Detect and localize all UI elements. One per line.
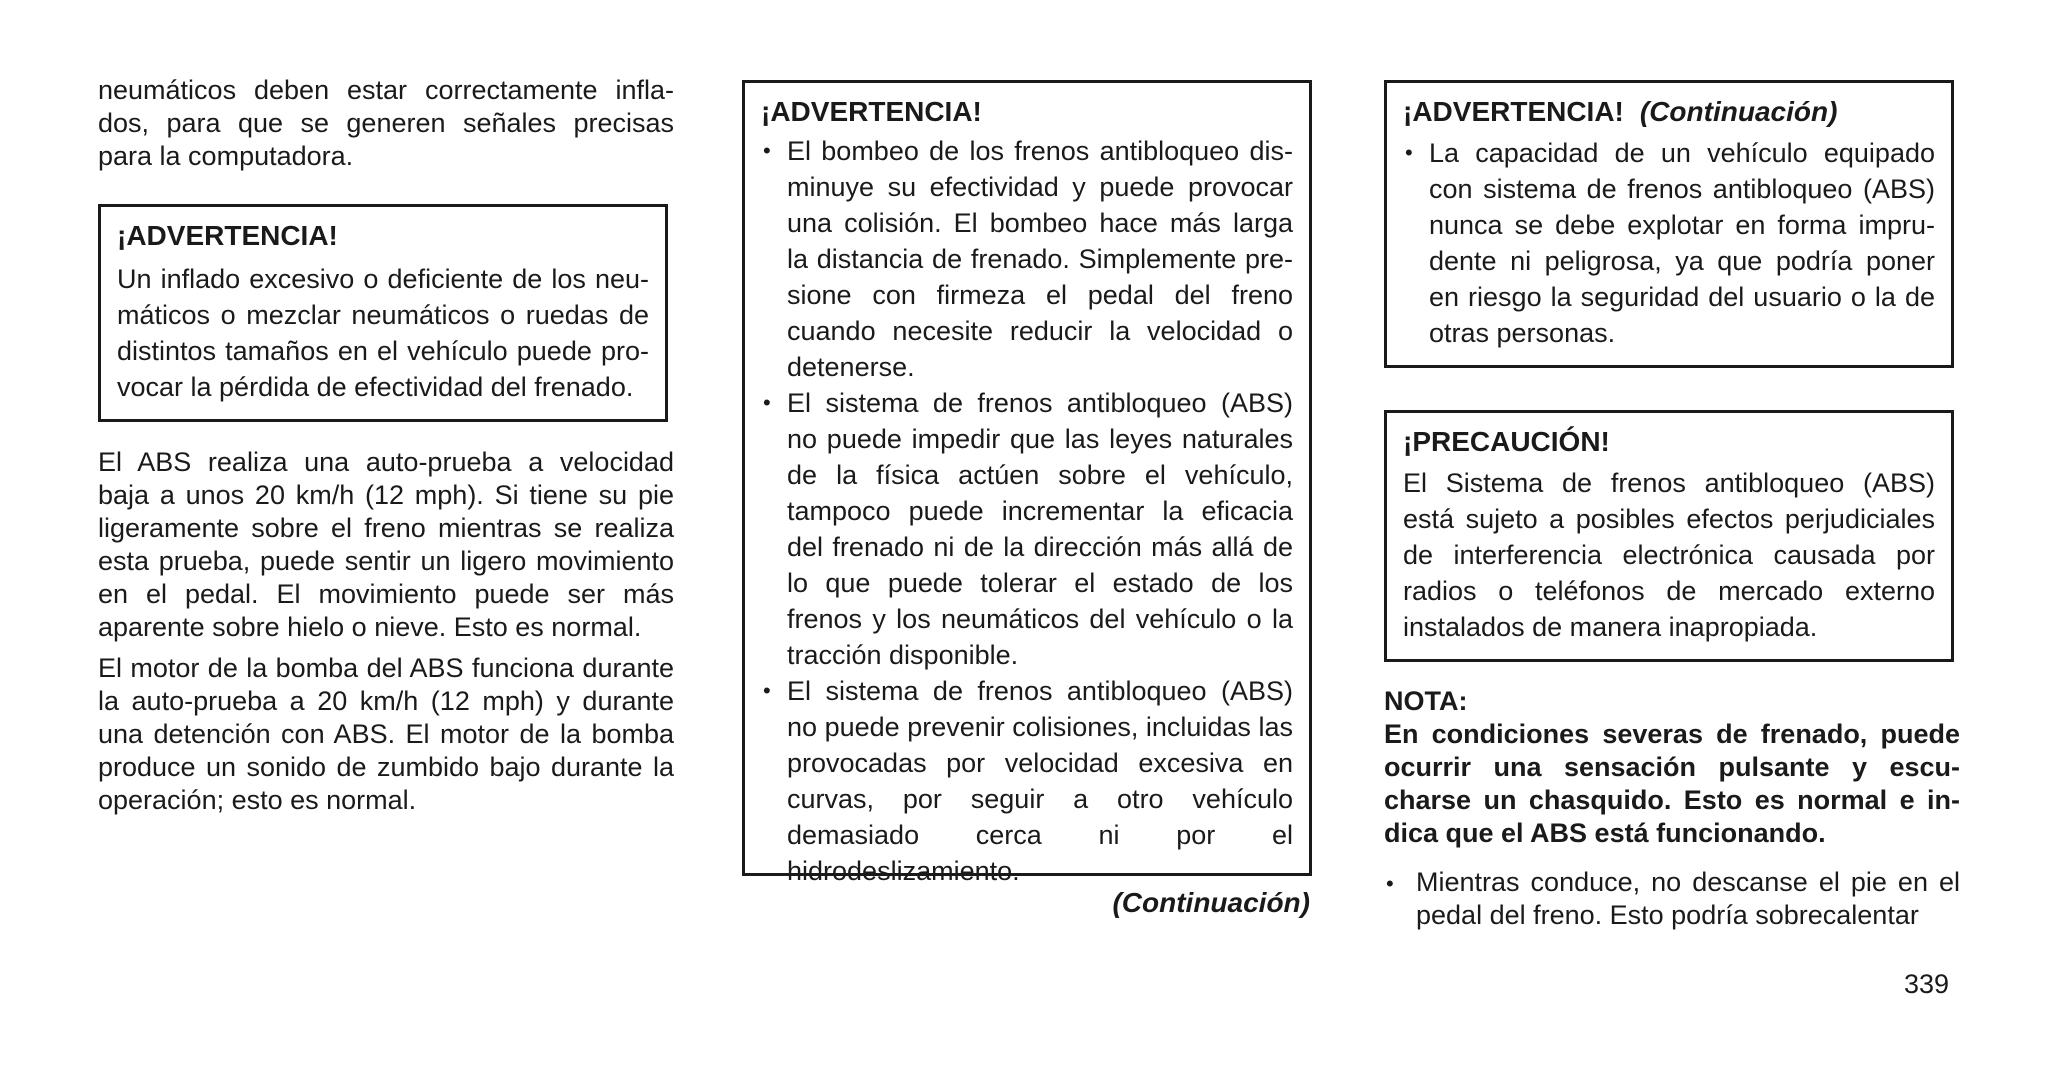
bullet-dot-icon: • — [763, 678, 771, 703]
warning-title: ¡ADVERTENCIA! — [117, 220, 338, 251]
warning-box-tire-inflation — [98, 204, 668, 422]
caution-title: ¡PRECAUCIÓN! — [1403, 426, 1610, 457]
warning-box-abs-pumping — [742, 80, 1312, 886]
warning-bullet-item — [761, 133, 1293, 385]
warning-bullet-list — [1403, 135, 1935, 351]
bullet-text: La capacidad de un vehículo equipado con sistema de frenos antibloqueo (ABS) nunca se debe explotar en forma imprudente ni peligrosa, ya que podría poner en riesgo la seguridad del usuario o la de otras personas. — [1429, 138, 1935, 348]
bullet-dot-icon: • — [1386, 871, 1394, 896]
warning-title: ¡ADVERTENCIA! — [1403, 96, 1624, 127]
continued-label: (Continuación) — [1112, 887, 1310, 918]
caution-box-interference — [1384, 410, 1954, 662]
warning-box-continued — [1384, 80, 1954, 368]
abs-pump-motor-paragraph: El motor de la bomba del ABS funciona durante la auto-prueba a 20 km/h (12 mph) y durante una detención con ABS. El motor de la bomba produce un sonido de zumbido bajo durante la operación; esto es normal. — [98, 653, 674, 815]
bullet-text: Mientras conduce, no descanse el pie en el pedal del freno. Esto podría sobrecalentar — [1416, 867, 1960, 930]
warning-title-row — [1403, 95, 1935, 129]
warning-bullet-item — [761, 673, 1293, 889]
continued-label: (Continuación) — [1639, 96, 1838, 127]
driving-tip-item — [1384, 866, 1960, 932]
bullet-dot-icon: • — [763, 390, 771, 415]
bullet-text: El bombeo de los frenos antibloqueo disminuye su efectividad y puede provocar una colisión. El bombeo hace más larga la distancia de frenado. Simplemente presione con firmeza el pedal del freno cuando necesite reducir la velocidad o detenerse. — [787, 136, 1293, 382]
caution-text: El Sistema de frenos antibloqueo (ABS) está sujeto a posibles efectos perjudiciales de interferencia electrónica causada por radios o teléfonos de mercado externo instalados de manera inapropiada. — [1403, 468, 1935, 642]
driving-tips-list — [1384, 866, 1960, 932]
intro-paragraph: neumáticos deben estar correctamente inflados, para que se generen señales precisas para la computadora. — [98, 75, 674, 171]
abs-self-test-paragraph: El ABS realiza una auto-prueba a velocidad baja a unos 20 km/h (12 mph). Si tiene su pie ligeramente sobre el freno mientras se realiza esta prueba, puede sentir un ligero movimiento en el pedal. El movimiento puede ser más aparente sobre hielo o nieve. Esto es normal. — [98, 447, 674, 642]
warning-bullet-list — [761, 133, 1293, 889]
warning-bullet-item — [1403, 135, 1935, 351]
bullet-text: El sistema de frenos antibloqueo (ABS) no puede impedir que las leyes naturales de la física actúen sobre el vehículo, tampoco puede incrementar la eficacia del frenado ni de la dirección más allá de lo que puede tolerar el estado de los frenos y los neumáticos del vehículo o la tracción disponible. — [787, 388, 1293, 670]
bullet-dot-icon: • — [763, 138, 771, 163]
warning-title: ¡ADVERTENCIA! — [761, 96, 982, 127]
bullet-dot-icon: • — [1405, 140, 1413, 165]
bullet-text: El sistema de frenos antibloqueo (ABS) no puede prevenir colisiones, incluidas las provocadas por velocidad excesiva en curvas, por seguir a otro vehículo demasiado cerca ni por el hidrodeslizamiento. — [787, 676, 1293, 886]
note-text: En condiciones severas de frenado, puede ocurrir una sensación pulsante y escucharse un chasquido. Esto es normal e indica que el ABS está funcionando. — [1384, 719, 1960, 848]
note-title: NOTA: — [1384, 686, 1468, 716]
page-number: 339 — [1904, 969, 1950, 999]
warning-bullet-item — [761, 385, 1293, 673]
warning-text: Un inflado excesivo o deficiente de los neumáticos o mezclar neumáticos o ruedas de distintos tamaños en el vehículo puede provocar la pérdida de efectividad del frenado. — [117, 264, 649, 402]
